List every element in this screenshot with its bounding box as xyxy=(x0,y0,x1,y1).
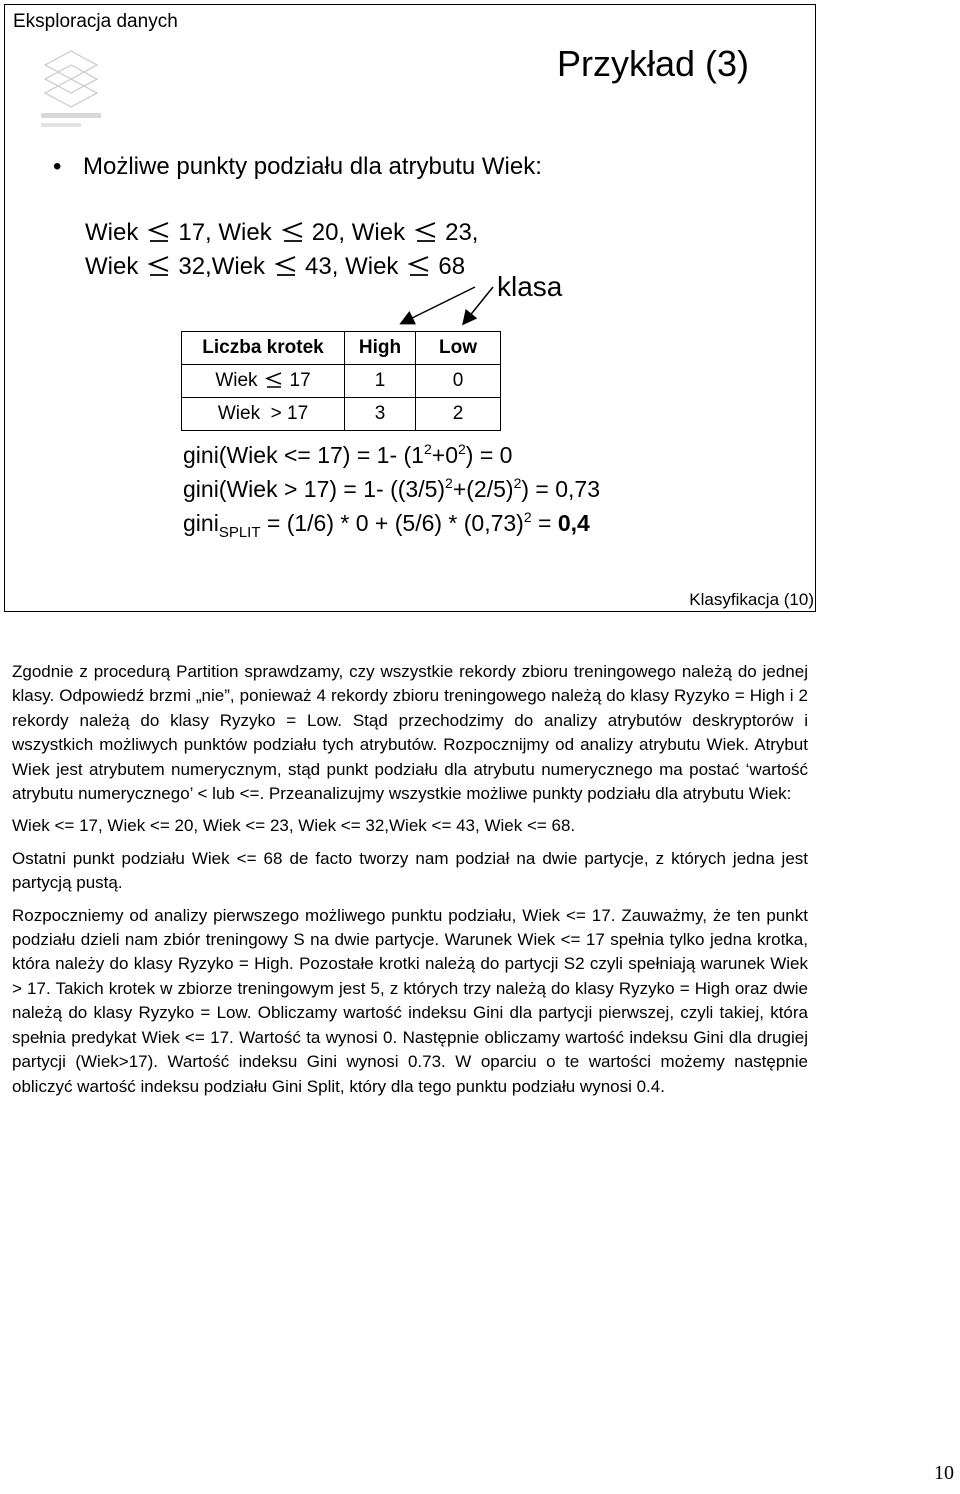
less-equal-icon xyxy=(273,256,299,276)
less-equal-icon xyxy=(406,256,432,276)
less-equal-icon xyxy=(413,222,439,242)
table-header-row xyxy=(182,332,501,365)
gini-line-2 xyxy=(183,475,600,503)
gini-exponent: 2 xyxy=(423,441,432,457)
table-cell: 2 xyxy=(416,398,501,431)
less-equal-icon xyxy=(280,222,306,242)
split-points-line-2 xyxy=(85,253,465,281)
less-equal-icon xyxy=(264,372,284,388)
split-text: 68 xyxy=(438,253,466,280)
gini-text: gini(Wiek > 17) = 1- ((3/5) xyxy=(183,476,446,502)
gini-subscript: SPLIT xyxy=(218,524,261,541)
split-text: 23, xyxy=(445,219,479,246)
table-cell: 0 xyxy=(416,365,501,398)
gini-text: gini xyxy=(183,510,219,536)
gini-text: +0 xyxy=(431,442,458,468)
table-header-cell: High xyxy=(345,332,416,365)
table-row-label xyxy=(182,365,345,398)
table-row xyxy=(182,365,501,398)
slide-footer-label: Klasyfikacja (10) xyxy=(689,590,814,609)
split-text: Wiek xyxy=(85,253,139,280)
table-row xyxy=(182,398,501,431)
gini-text: gini(Wiek <= 17) = 1- (1 xyxy=(183,442,424,468)
gini-line-3 xyxy=(183,509,590,541)
page-number: 10 xyxy=(934,1462,954,1484)
slide-title: Przykład (3) xyxy=(557,43,750,84)
klasa-label: klasa xyxy=(497,271,563,302)
split-text: 17, Wiek xyxy=(178,219,272,246)
slide-frame xyxy=(4,4,816,612)
university-logo-icon xyxy=(35,45,107,137)
split-text: 32,Wiek xyxy=(178,253,266,280)
gini-text: +(2/5) xyxy=(452,476,514,502)
paragraph: Wiek <= 17, Wiek <= 20, Wiek <= 23, Wiek <= 32,Wiek <= 43, Wiek <= 68. xyxy=(12,816,576,836)
gini-text: ) = 0,73 xyxy=(521,476,600,502)
gini-line-1 xyxy=(183,441,512,469)
gini-exponent: 2 xyxy=(445,475,453,491)
row-label-text: Wiek xyxy=(215,370,258,391)
table-row-label: Wiek > 17 xyxy=(182,398,345,431)
split-text: 20, Wiek xyxy=(311,219,406,246)
bullet-text: Możliwe punkty podziału dla atrybutu Wiek: xyxy=(83,153,542,180)
gini-exponent: 2 xyxy=(513,475,522,491)
table-header-cell: Liczba krotek xyxy=(182,332,345,365)
gini-text: = xyxy=(531,510,558,536)
counts-table xyxy=(181,331,501,431)
body-text xyxy=(12,660,808,1107)
slide-section-title: Eksploracja danych xyxy=(13,11,178,32)
split-text: 43, Wiek xyxy=(305,253,399,280)
gini-text: = (1/6) * 0 + (5/6) * (0,73) xyxy=(260,510,524,536)
row-label-text: 17 xyxy=(289,370,311,391)
split-points-line-1 xyxy=(85,219,478,247)
table-header-cell: Low xyxy=(416,332,501,365)
gini-exponent: 2 xyxy=(458,441,466,457)
paragraph: Zgodnie z procedurą Partition sprawdzamy, czy wszystkie rekordy zbioru treningowego należą do jednej klasy. Odpowiedź brzmi „nie”, ponieważ 4 rekordy zbioru treningowego należą do klasy Ryzyko = High i 2 rekordy należą do klasy Ryzyko = Low. Stąd przechodzimy do analizy atrybutów deskryptorów i wszystkich możliwych punktów podziału tych atrybutów. Rozpocznijmy od analizy atrybutu Wiek. Atrybut Wiek jest atrybutem numerycznym, stąd punkt podziału dla atrybutu numerycznego ma postać ‘wartość atrybutu numerycznego’ < lub <=. Przeanalizujmy wszystkie możliwe punkty podziału dla atrybutu Wiek: xyxy=(12,662,808,804)
gini-text: ) = 0 xyxy=(465,442,513,468)
table-cell: 1 xyxy=(345,365,416,398)
bullet-item xyxy=(53,153,542,181)
paragraph: Rozpoczniemy od analizy pierwszego możliwego punktu podziału, Wiek <= 17. Zauważmy, że ten punkt podziału dzieli nam zbiór treningowy S na dwie partycje. Warunek Wiek <= 17 spełnia tylko jedna krotka, która należy do klasy Ryzyko = High. Pozostałe krotki należą do partycji S2 czyli spełniają warunek Wiek > 17. Takich krotek w zbiorze treningowym jest 5, z których trzy należą do klasy Ryzyko = High oraz dwie należą do klasy Ryzyko = Low. Obliczamy wartość indeksu Gini dla partycji pierwszej, czyli takiej, która spełnia predykat Wiek <= 17. Wartość ta wynosi 0. Następnie obliczamy wartość indeksu Gini dla drugiej partycji (Wiek>17). Wartość indeksu Gini wynosi 0.73. W oparciu o te wartości możemy następnie obliczyć wartość indeksu podziału Gini Split, który dla tego punktu podziału wynosi 0.4. xyxy=(12,905,808,1096)
bullet-dot-icon: • xyxy=(53,153,62,180)
paragraph: Ostatni punkt podziału Wiek <= 68 de facto tworzy nam podział na dwie partycje, z których jedna jest partycją pustą. xyxy=(12,848,808,893)
less-equal-icon xyxy=(146,256,172,276)
less-equal-icon xyxy=(146,222,172,242)
gini-exponent: 2 xyxy=(523,509,532,525)
gini-result: 0,4 xyxy=(557,510,590,536)
table-cell: 3 xyxy=(345,398,416,431)
split-text: Wiek xyxy=(85,219,139,246)
